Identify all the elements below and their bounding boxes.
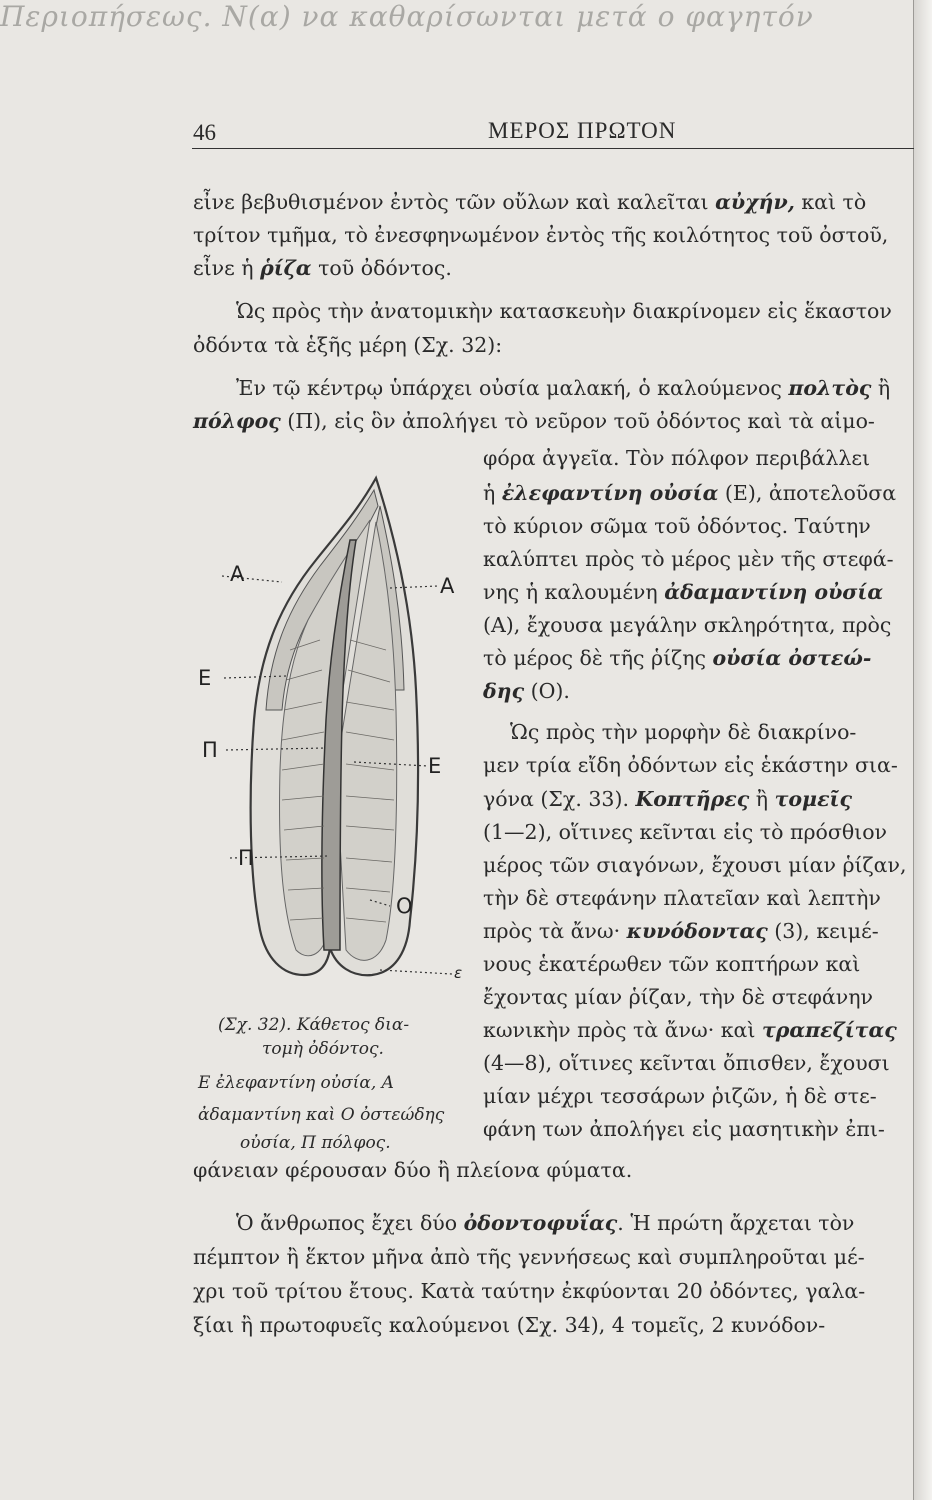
text-line: δης (Ο).: [483, 679, 570, 703]
label-A-left: Α: [230, 562, 245, 586]
label-e-small: ε: [454, 964, 463, 982]
label-P-lower: Π: [238, 846, 254, 870]
figure-caption-line: οὐσία, Π πόλφος.: [240, 1133, 391, 1153]
header-rule: [192, 148, 914, 149]
text-line: τὸ κύριον σῶμα τοῦ ὀδόντος. Ταύτην: [483, 514, 871, 538]
page-edge: [913, 0, 932, 1500]
text-line: Ἐν τῷ κέντρῳ ὑπάρχει οὐσία μαλακή, ὁ καλούμενος πολτὸς ἢ: [236, 376, 891, 400]
text-line: νους ἑκατέρωθεν τῶν κοπτήρων καὶ: [483, 952, 861, 976]
figure-caption-line: τομὴ ὀδόντος.: [262, 1039, 384, 1059]
figure-caption-line: (Σχ. 32). Κάθετος δια-: [218, 1015, 410, 1035]
text-line: Ὁ ἄνθρωπος ἔχει δύο ὀδοντοφυΐας. Ἡ πρώτη ἄρχεται τὸν: [236, 1211, 855, 1235]
handwritten-note: Περιοπήσεως. Ν(α) να καθαρίσωνται μετά ο φαγητόν: [0, 0, 814, 33]
text-line: τὸ μέρος δὲ τῆς ῥίζης οὐσία ὀστεώ-: [483, 646, 872, 670]
text-line: μεν τρία εἴδη ὀδόντων εἰς ἑκάστην σια-: [483, 753, 898, 777]
text-line: φόρα ἀγγεῖα. Τὸν πόλφον περιβάλλει: [483, 446, 870, 470]
label-O: Ο: [396, 894, 413, 918]
text-line: τρίτον τμῆμα, τὸ ἐνεσφηνωμένον ἐντὸς τῆς κοιλότητος τοῦ ὀστοῦ,: [193, 223, 889, 247]
tooth-drawing: [190, 470, 470, 1010]
text-line: εἶνε βεβυθισμένον ἐντὸς τῶν οὔλων καὶ καλεῖται αὐχήν, καὶ τὸ: [193, 190, 867, 214]
label-E-left: Ε: [198, 666, 212, 690]
label-A-right: Α: [440, 574, 455, 598]
text-line: γόνα (Σχ. 33). Κοπτῆρες ἢ τομεῖς: [483, 787, 852, 811]
text-line: ἔχοντας μίαν ῥίζαν, τὴν δὲ στεφάνην: [483, 985, 873, 1009]
text-line: φάνη των ἀπολήγει εἰς μασητικὴν ἐπι-: [483, 1117, 885, 1141]
text-line: Ὡς πρὸς τὴν μορφὴν δὲ διακρίνο-: [510, 720, 857, 744]
text-line: μέρος τῶν σιαγόνων, ἔχουσι μίαν ῥίζαν,: [483, 853, 907, 877]
text-line: εἶνε ἡ ῥίζα τοῦ ὀδόντος.: [193, 256, 452, 280]
text-line: Ὡς πρὸς τὴν ἀνατομικὴν κατασκευὴν διακρίνομεν εἰς ἕκαστον: [236, 299, 892, 323]
text-line: νης ἡ καλουμένη ἀδαμαντίνη οὐσία: [483, 580, 884, 604]
text-line: μίαν μέχρι τεσσάρων ῥιζῶν, ἡ δὲ στε-: [483, 1084, 877, 1108]
running-title: ΜΕΡΟΣ ΠΡΩΤΟΝ: [488, 118, 677, 143]
text-line: καλύπτει πρὸς τὸ μέρος μὲν τῆς στεφά-: [483, 547, 894, 571]
figure-caption-line: Ε ἐλεφαντίνη οὐσία, Α: [198, 1073, 394, 1093]
text-line: χρι τοῦ τρίτου ἔτους. Κατὰ ταύτην ἐκφύονται 20 ὀδόντες, γαλα-: [193, 1279, 866, 1303]
text-line: ἡ ἐλεφαντίνη οὐσία (Ε), ἀποτελοῦσα: [483, 481, 897, 505]
label-E-right: Ε: [428, 754, 442, 778]
text-line: (4—8), οἵτινες κεῖνται ὄπισθεν, ἔχουσι: [483, 1051, 890, 1075]
text-line: ξίαι ἢ πρωτοφυεῖς καλούμενοι (Σχ. 34), 4 τομεῖς, 2 κυνόδον-: [193, 1313, 826, 1337]
text-line: πέμπτον ἢ ἕκτον μῆνα ἀπὸ τῆς γεννήσεως καὶ συμπληροῦται μέ-: [193, 1245, 865, 1269]
text-line: ὀδόντα τὰ ἑξῆς μέρη (Σχ. 32):: [193, 333, 503, 357]
text-line: πόλφος (Π), εἰς ὃν ἀπολήγει τὸ νεῦρον τοῦ ὀδόντος καὶ τὰ αἱμο-: [193, 409, 875, 433]
text-line: φάνειαν φέρουσαν δύο ἢ πλείονα φύματα.: [193, 1158, 633, 1182]
text-line: πρὸς τὰ ἄνω· κυνόδοντας (3), κειμέ-: [483, 919, 879, 943]
text-line: (1—2), οἵτινες κεῖνται εἰς τὸ πρόσθιον: [483, 820, 888, 844]
label-P-upper: Π: [202, 738, 218, 762]
text-line: τὴν δὲ στεφάνην πλατεῖαν καὶ λεπτὴν: [483, 886, 881, 910]
figure-caption-line: ἀδαμαντίνη καὶ Ο ὀστεώδης: [198, 1105, 445, 1125]
tooth-cross-section-figure: [190, 470, 470, 1010]
text-line: κωνικὴν πρὸς τὰ ἄνω· καὶ τραπεζίτας: [483, 1018, 897, 1042]
text-line: (Α), ἔχουσα μεγάλην σκληρότητα, πρὸς: [483, 613, 892, 637]
page-number: 46: [193, 120, 216, 145]
